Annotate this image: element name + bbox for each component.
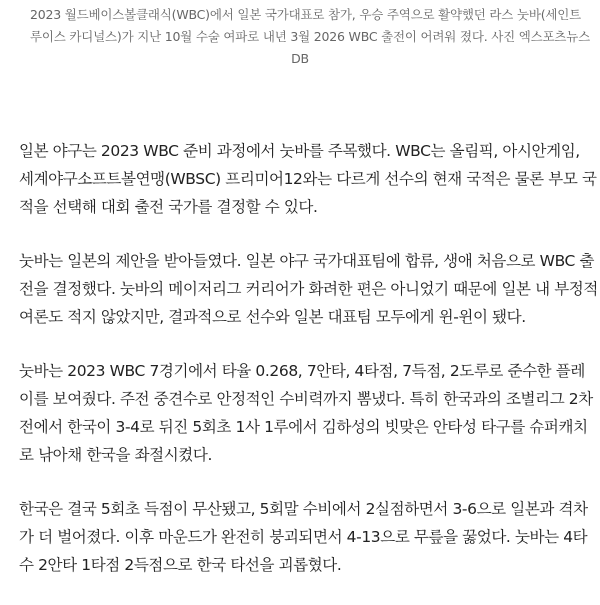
paragraph-line: 눗바는 일본의 제안을 받아들였다. 일본 야구 국가대표팀에 합류, 생애 처음으로 WBC 출 bbox=[19, 252, 595, 270]
paragraph-line: 전을 결정했다. 눗바의 메이저리그 커리어가 화려한 편은 아니었기 때문에 일본 내 부정적 bbox=[19, 280, 598, 298]
paragraph-line: 가 더 벌어졌다. 이후 마운드가 완전히 붕괴되면서 4-13으로 무릎을 꿇었다. 눗바는 4타 bbox=[19, 528, 588, 546]
article-body bbox=[19, 137, 598, 605]
paragraph-line: 적을 선택해 대회 출전 국가를 결정할 수 있다. bbox=[19, 198, 318, 216]
paragraph-4 bbox=[19, 495, 589, 579]
caption-line: 루이스 카디널스)가 지난 10월 수술 여파로 내년 3월 2026 WBC 출전이 어려워 졌다. 사진 엑스포츠뉴스 bbox=[30, 29, 591, 44]
paragraph-line: 여론도 적지 않았지만, 결과적으로 선수와 일본 대표팀 모두에게 윈-윈이 됐다. bbox=[19, 308, 526, 326]
paragraph-1 bbox=[19, 137, 597, 221]
paragraph-line: 한국은 결국 5회초 득점이 무산됐고, 5회말 수비에서 2실점하면서 3-6으로 일본과 격차 bbox=[19, 500, 588, 518]
photo-caption bbox=[30, 4, 591, 70]
paragraph-line: 이를 보여줬다. 주전 중견수로 안정적인 수비력까지 뽐냈다. 특히 한국과의 조별리그 2차 bbox=[19, 390, 593, 408]
paragraph-line: 일본 야구는 2023 WBC 준비 과정에서 눗바를 주목했다. WBC는 올림픽, 아시안게임, bbox=[19, 142, 580, 160]
paragraph-line: 수 2안타 1타점 2득점으로 한국 타선을 괴롭혔다. bbox=[19, 556, 342, 574]
caption-line: DB bbox=[291, 51, 309, 66]
paragraph-3 bbox=[19, 357, 593, 469]
paragraph-line: 세계야구소프트볼연맹(WBSC) 프리미어12와는 다르게 선수의 현재 국적은 물론 부모 국 bbox=[19, 170, 597, 188]
paragraph-2 bbox=[19, 247, 598, 331]
paragraph-line: 전에서 한국이 3-4로 뒤진 5회초 1사 1루에서 김하성의 빗맞은 안타성 타구를 슈퍼캐치 bbox=[19, 418, 588, 436]
caption-line: 2023 월드베이스볼클래식(WBC)에서 일본 국가대표로 참가, 우승 주역으로 활약했던 라스 눗바(세인트 bbox=[30, 7, 581, 22]
paragraph-line: 눗바는 2023 WBC 7경기에서 타율 0.268, 7안타, 4타점, 7득점, 2도루로 준수한 플레 bbox=[19, 362, 585, 380]
paragraph-line: 로 낚아채 한국을 좌절시켰다. bbox=[19, 446, 212, 464]
